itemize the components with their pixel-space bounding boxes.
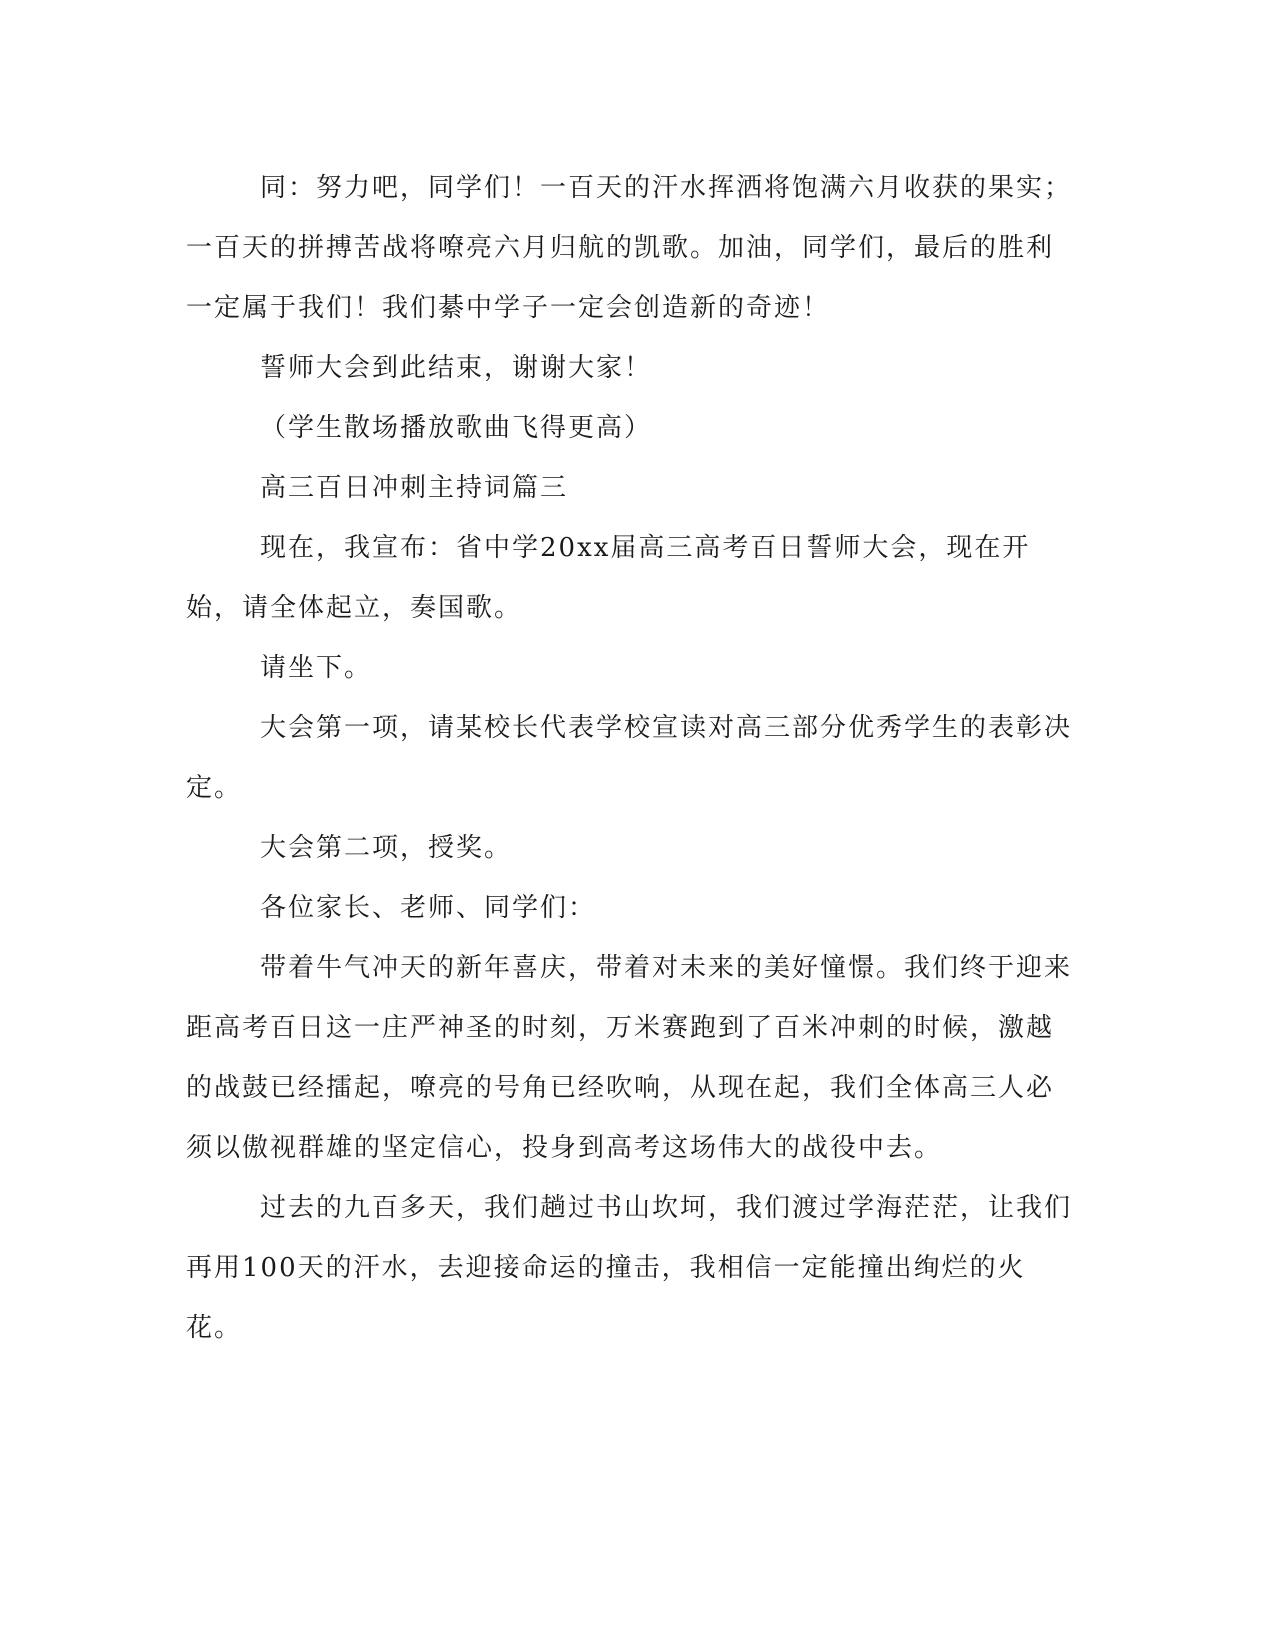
paragraph-stage-direction: （学生散场播放歌曲飞得更高） xyxy=(260,413,653,443)
paragraph-opening-announcement: 现在，我宣布：省中学20xx届高三高考百日誓师大会，现在开始，请全体起立，奏国歌。 xyxy=(186,533,1031,623)
paragraph-agenda-item-1: 大会第一项，请某校长代表学校宣读对高三部分优秀学生的表彰决定。 xyxy=(186,713,1073,803)
section-heading: 高三百日冲刺主持词篇三 xyxy=(260,473,569,503)
paragraph-speech-body-1: 带着牛气冲天的新年喜庆，带着对未来的美好憧憬。我们终于迎来距高考百日这一庄严神圣的时刻，万米赛跑到了百米冲刺的时候，激越的战鼓已经擂起，嘹亮的号角已经吹响，从现在起，我们全体高三人必须以傲视群雄的坚定信心，投身到高考这场伟大的战役中去。 xyxy=(186,953,1073,1163)
paragraph-agenda-item-2: 大会第二项，授奖。 xyxy=(260,833,513,863)
paragraph-speech-body-2: 过去的九百多天，我们趟过书山坎坷，我们渡过学海茫茫，让我们再用100天的汗水，去迎接命运的撞击，我相信一定能撞出绚烂的火花。 xyxy=(186,1193,1073,1343)
paragraph-closing-cheer: 同：努力吧，同学们！一百天的汗水挥洒将饱满六月收获的果实；一百天的拼搏苦战将嘹亮六月归航的凯歌。加油，同学们，最后的胜利一定属于我们！我们綦中学子一定会创造新的奇迹！ xyxy=(186,173,1073,323)
paragraph-salutation: 各位家长、老师、同学们： xyxy=(260,893,597,923)
paragraph-meeting-end: 誓师大会到此结束，谢谢大家！ xyxy=(260,353,653,383)
document-body xyxy=(186,158,1076,1358)
paragraph-please-sit: 请坐下。 xyxy=(260,653,373,683)
